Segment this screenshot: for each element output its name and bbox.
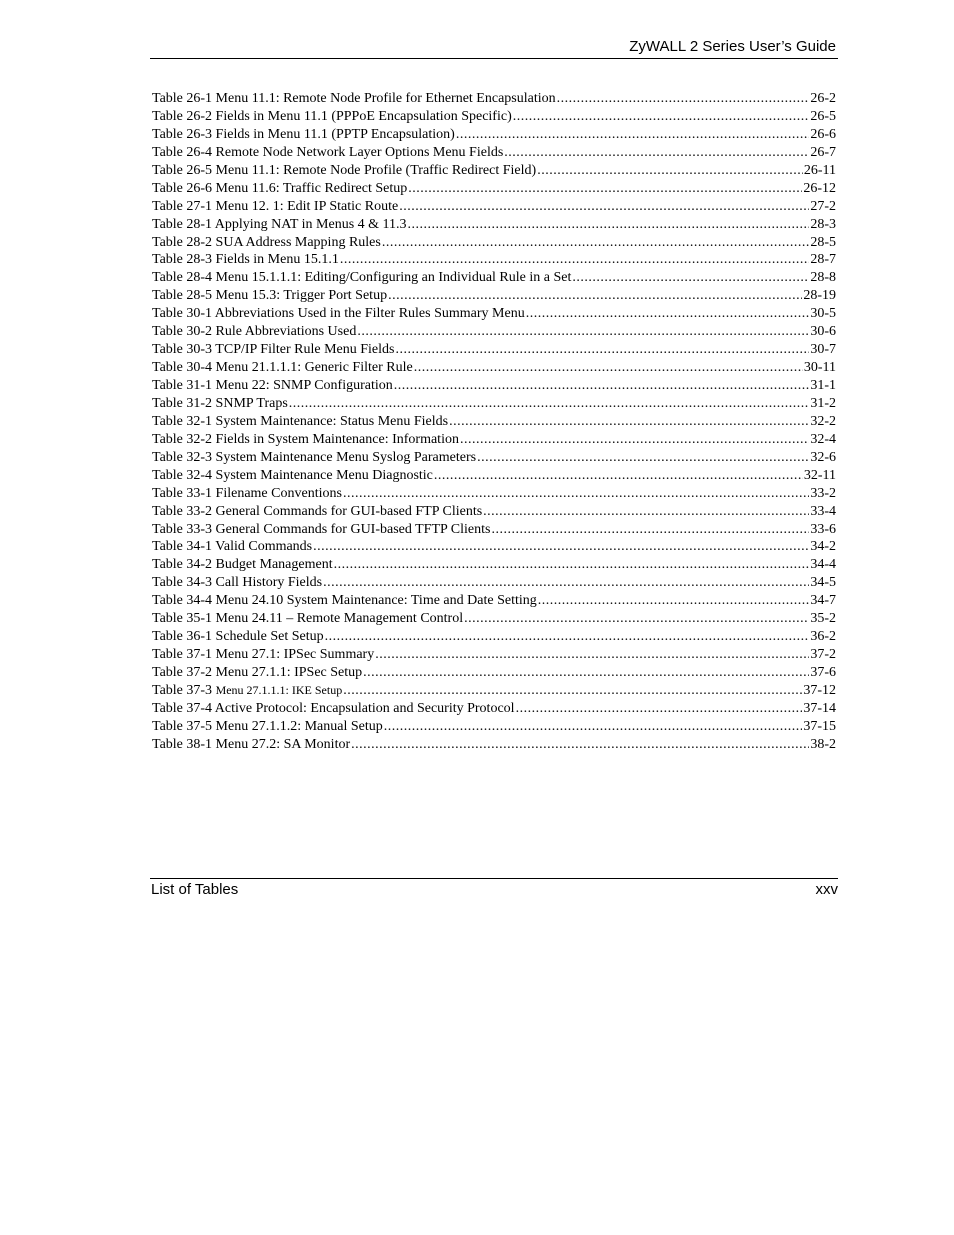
toc-entry-label: Table 26-2 Fields in Menu 11.1 (PPPoE Encapsulation Specific) xyxy=(152,108,512,124)
toc-entry-page: 34-7 xyxy=(810,593,836,609)
dot-leader xyxy=(363,664,809,682)
toc-entry-label: Table 33-2 General Commands for GUI-based FTP Clients xyxy=(152,503,483,519)
toc-entry-title xyxy=(152,323,356,341)
toc-entry-page: 30-6 xyxy=(810,324,836,340)
dot-leader xyxy=(340,251,809,269)
toc-entry-label: Table 28-2 SUA Address Mapping Rules xyxy=(152,234,381,250)
toc-entry-label: Table 30-4 Menu 21.1.1.1: Generic Filter Rule xyxy=(152,360,413,376)
dot-leader xyxy=(382,234,809,252)
toc-entry[interactable] xyxy=(152,287,836,305)
toc-entry[interactable] xyxy=(152,162,836,180)
toc-entry-page: 28-3 xyxy=(810,216,836,232)
dot-leader xyxy=(477,449,809,467)
dot-leader xyxy=(323,574,809,592)
toc-entry[interactable] xyxy=(152,664,836,682)
toc-entry-page: 37-15 xyxy=(803,718,836,734)
dot-leader xyxy=(394,377,810,395)
toc-entry-title xyxy=(152,700,515,718)
toc-entry[interactable] xyxy=(152,700,836,718)
toc-entry-label-small: Menu 27.1.1.1: IKE Setup xyxy=(215,682,343,697)
dot-leader xyxy=(325,628,810,646)
dot-leader xyxy=(388,287,802,305)
toc-entry-title xyxy=(152,503,482,521)
toc-entry-label: Table 33-1 Filename Conventions xyxy=(152,485,342,501)
toc-entry-label: Table 30-3 TCP/IP Filter Rule Menu Fields xyxy=(152,342,395,358)
toc-entry-page: 33-2 xyxy=(810,485,836,501)
toc-entry-page: 37-6 xyxy=(810,665,836,680)
toc-entry[interactable] xyxy=(152,431,836,449)
toc-entry-page: 35-2 xyxy=(810,611,836,627)
toc-entry-page: 34-2 xyxy=(810,539,836,555)
toc-entry-label: Table 28-3 Fields in Menu 15.1.1 xyxy=(152,252,339,268)
toc-entry-page: 33-6 xyxy=(810,521,836,537)
toc-entry[interactable] xyxy=(152,449,836,467)
toc-entry-title xyxy=(152,664,362,682)
toc-entry-page: 33-4 xyxy=(810,503,836,519)
toc-entry-title xyxy=(152,90,556,108)
list-of-tables xyxy=(152,90,836,754)
toc-entry[interactable] xyxy=(152,395,836,413)
toc-entry-title xyxy=(152,521,490,539)
toc-entry-label: Table 37-1 Menu 27.1: IPSec Summary xyxy=(152,647,375,663)
toc-entry-title xyxy=(152,538,312,556)
toc-entry[interactable] xyxy=(152,736,836,754)
toc-entry-title xyxy=(152,234,381,252)
toc-entry[interactable] xyxy=(152,413,836,431)
toc-entry-title xyxy=(152,305,525,323)
toc-entry-label: Table 34-1 Valid Commands xyxy=(152,539,313,555)
toc-entry[interactable] xyxy=(152,503,836,521)
toc-entry-title xyxy=(152,718,383,736)
footer-section-name: List of Tables xyxy=(151,881,239,898)
toc-entry-page: 28-8 xyxy=(810,270,836,286)
toc-entry-label: Table 38-1 Menu 27.2: SA Monitor xyxy=(152,736,351,752)
dot-leader xyxy=(456,126,809,144)
toc-entry-label: Table 37-5 Menu 27.1.1.2: Manual Setup xyxy=(152,718,383,734)
toc-entry-label: Table 37-3 xyxy=(152,682,216,698)
dot-leader xyxy=(313,538,809,556)
toc-entry-label: Table 32-3 System Maintenance Menu Syslog Parameters xyxy=(152,449,477,465)
toc-entry-title xyxy=(152,216,407,234)
toc-entry-label: Table 31-1 Menu 22: SNMP Configuration xyxy=(152,378,393,393)
toc-entry-page: 37-14 xyxy=(803,700,836,716)
toc-entry-label: Table 32-1 System Maintenance: Status Menu Fields xyxy=(152,413,449,429)
toc-entry-title xyxy=(152,467,433,485)
toc-entry-page: 34-4 xyxy=(810,557,836,573)
toc-entry[interactable] xyxy=(152,521,836,539)
toc-entry[interactable] xyxy=(152,610,836,628)
toc-entry-page: 30-7 xyxy=(810,342,836,358)
dot-leader xyxy=(557,90,810,108)
toc-entry[interactable] xyxy=(152,628,836,646)
toc-entry-title xyxy=(152,610,463,628)
dot-leader xyxy=(504,144,809,162)
toc-entry-page: 30-11 xyxy=(803,360,836,376)
toc-entry[interactable] xyxy=(152,467,836,485)
toc-entry[interactable] xyxy=(152,646,836,664)
toc-entry-label: Table 27-1 Menu 12. 1: Edit IP Static Route xyxy=(152,198,399,214)
dot-leader xyxy=(537,162,803,180)
toc-entry[interactable] xyxy=(152,359,836,377)
toc-entry-title xyxy=(152,359,413,377)
toc-entry[interactable] xyxy=(152,108,836,126)
toc-entry[interactable] xyxy=(152,216,836,234)
dot-leader xyxy=(526,305,810,323)
dot-leader xyxy=(464,610,809,628)
toc-entry-title xyxy=(152,269,571,287)
dot-leader xyxy=(408,216,810,234)
toc-entry-page: 28-19 xyxy=(803,288,836,304)
toc-entry-title xyxy=(152,198,398,216)
toc-entry[interactable] xyxy=(152,180,836,198)
toc-entry-label: Table 34-3 Call History Fields xyxy=(152,575,323,591)
toc-entry[interactable] xyxy=(152,341,836,359)
toc-entry-label: Table 28-4 Menu 15.1.1.1: Editing/Configuring an Individual Rule in a Set xyxy=(152,270,572,286)
toc-entry-page: 26-7 xyxy=(810,144,836,160)
toc-entry[interactable] xyxy=(152,126,836,144)
toc-entry[interactable] xyxy=(152,682,836,700)
toc-entry-page: 31-1 xyxy=(810,378,836,393)
dot-leader xyxy=(375,646,809,664)
toc-entry-label: Table 37-2 Menu 27.1.1: IPSec Setup xyxy=(152,665,363,680)
toc-entry[interactable] xyxy=(152,592,836,610)
dot-leader xyxy=(399,198,809,216)
toc-entry-title xyxy=(152,485,342,503)
toc-entry-page: 26-11 xyxy=(803,162,836,178)
toc-entry-label: Table 31-2 SNMP Traps xyxy=(152,395,288,411)
dot-leader xyxy=(572,269,809,287)
toc-entry-page: 37-2 xyxy=(810,647,836,663)
toc-entry-title xyxy=(152,592,537,610)
page-footer xyxy=(150,878,838,901)
toc-entry[interactable] xyxy=(152,718,836,736)
toc-entry-page: 27-2 xyxy=(810,198,836,214)
toc-entry[interactable] xyxy=(152,556,836,574)
dot-leader xyxy=(408,180,802,198)
toc-entry-label: Table 26-4 Remote Node Network Layer Options Menu Fields xyxy=(152,144,504,160)
toc-entry-title xyxy=(152,646,374,664)
footer-page-number: xxv xyxy=(815,881,838,898)
toc-entry-label: Table 36-1 Schedule Set Setup xyxy=(152,629,324,645)
toc-entry[interactable] xyxy=(152,90,836,108)
toc-entry-title xyxy=(152,556,333,574)
dot-leader xyxy=(513,108,810,126)
toc-entry-title xyxy=(152,377,393,395)
toc-entry-page: 28-5 xyxy=(810,234,836,250)
toc-entry-label: Table 28-1 Applying NAT in Menus 4 & 11.3 xyxy=(152,216,407,232)
toc-entry[interactable] xyxy=(152,574,836,592)
toc-entry-title xyxy=(152,126,455,144)
dot-leader xyxy=(538,592,810,610)
toc-entry[interactable] xyxy=(152,485,836,503)
toc-entry-page: 31-2 xyxy=(810,395,836,411)
toc-entry-label: Table 30-2 Rule Abbreviations Used xyxy=(152,324,357,340)
toc-entry-page: 26-5 xyxy=(810,108,836,124)
toc-entry-title xyxy=(152,736,350,754)
dot-leader xyxy=(483,503,809,521)
toc-entry[interactable] xyxy=(152,305,836,323)
toc-entry-title xyxy=(152,251,339,269)
toc-entry-title xyxy=(152,431,459,449)
dot-leader xyxy=(343,682,802,700)
toc-entry-title xyxy=(152,413,448,431)
toc-entry-label: Table 26-1 Menu 11.1: Remote Node Profile for Ethernet Encapsulation xyxy=(152,91,556,106)
toc-entry-page: 37-12 xyxy=(803,682,836,698)
toc-entry-title xyxy=(152,341,394,359)
dot-leader xyxy=(491,521,809,539)
toc-entry-title xyxy=(152,287,387,305)
toc-entry[interactable] xyxy=(152,377,836,395)
dot-leader xyxy=(351,736,809,754)
toc-entry-page: 32-6 xyxy=(810,449,836,465)
toc-entry-label: Table 33-3 General Commands for GUI-based TFTP Clients xyxy=(152,521,491,537)
toc-entry-title xyxy=(152,395,288,413)
toc-entry-page: 34-5 xyxy=(810,575,836,591)
toc-entry[interactable] xyxy=(152,538,836,556)
toc-entry-title xyxy=(152,162,536,180)
toc-entry-label: Table 26-5 Menu 11.1: Remote Node Profile (Traffic Redirect Field) xyxy=(152,162,537,178)
toc-entry-title xyxy=(152,574,322,592)
toc-entry-page: 32-11 xyxy=(803,467,836,483)
toc-entry-page: 26-12 xyxy=(803,180,836,196)
dot-leader xyxy=(384,718,803,736)
toc-entry-label: Table 30-1 Abbreviations Used in the Filter Rules Summary Menu xyxy=(152,306,525,322)
dot-leader xyxy=(395,341,809,359)
dot-leader xyxy=(343,485,809,503)
toc-entry-page: 36-2 xyxy=(810,629,836,645)
toc-entry-page: 32-2 xyxy=(810,413,836,429)
dot-leader xyxy=(357,323,809,341)
toc-entry-label: Table 35-1 Menu 24.11 – Remote Management Control xyxy=(152,611,464,627)
toc-entry-label: Table 32-2 Fields in System Maintenance: Information xyxy=(152,431,459,447)
toc-entry-label: Table 28-5 Menu 15.3: Trigger Port Setup xyxy=(152,288,388,304)
toc-entry-page: 26-6 xyxy=(810,126,836,142)
dot-leader xyxy=(289,395,810,413)
toc-entry[interactable] xyxy=(152,234,836,252)
toc-entry[interactable] xyxy=(152,198,836,216)
dot-leader xyxy=(434,467,803,485)
toc-entry-page: 30-5 xyxy=(810,306,836,322)
toc-entry-title xyxy=(152,108,512,126)
toc-entry-title xyxy=(152,682,342,700)
toc-entry[interactable] xyxy=(152,269,836,287)
toc-entry-label: Table 32-4 System Maintenance Menu Diagnostic xyxy=(152,467,433,483)
toc-entry-title xyxy=(152,144,503,162)
page-header xyxy=(150,36,838,59)
dot-leader xyxy=(334,556,810,574)
toc-entry-label: Table 26-3 Fields in Menu 11.1 (PPTP Encapsulation) xyxy=(152,126,455,142)
toc-entry-page: 38-2 xyxy=(810,736,836,752)
dot-leader xyxy=(460,431,809,449)
toc-entry-title xyxy=(152,449,476,467)
toc-entry-label: Table 34-4 Menu 24.10 System Maintenance: Time and Date Setting xyxy=(152,593,537,609)
toc-entry-label: Table 34-2 Budget Management xyxy=(152,557,333,573)
toc-entry[interactable] xyxy=(152,323,836,341)
toc-entry-page: 26-2 xyxy=(810,91,836,106)
toc-entry[interactable] xyxy=(152,251,836,269)
dot-leader xyxy=(449,413,809,431)
toc-entry-title xyxy=(152,628,324,646)
toc-entry-label: Table 26-6 Menu 11.6: Traffic Redirect Setup xyxy=(152,180,408,196)
toc-entry-page: 28-7 xyxy=(810,252,836,268)
toc-entry-label: Table 37-4 Active Protocol: Encapsulation and Security Protocol xyxy=(152,700,515,716)
document-title: ZyWALL 2 Series User’s Guide xyxy=(629,38,836,55)
toc-entry-page: 32-4 xyxy=(810,431,836,447)
toc-entry-title xyxy=(152,180,407,198)
toc-entry[interactable] xyxy=(152,144,836,162)
dot-leader xyxy=(516,700,803,718)
dot-leader xyxy=(414,359,803,377)
